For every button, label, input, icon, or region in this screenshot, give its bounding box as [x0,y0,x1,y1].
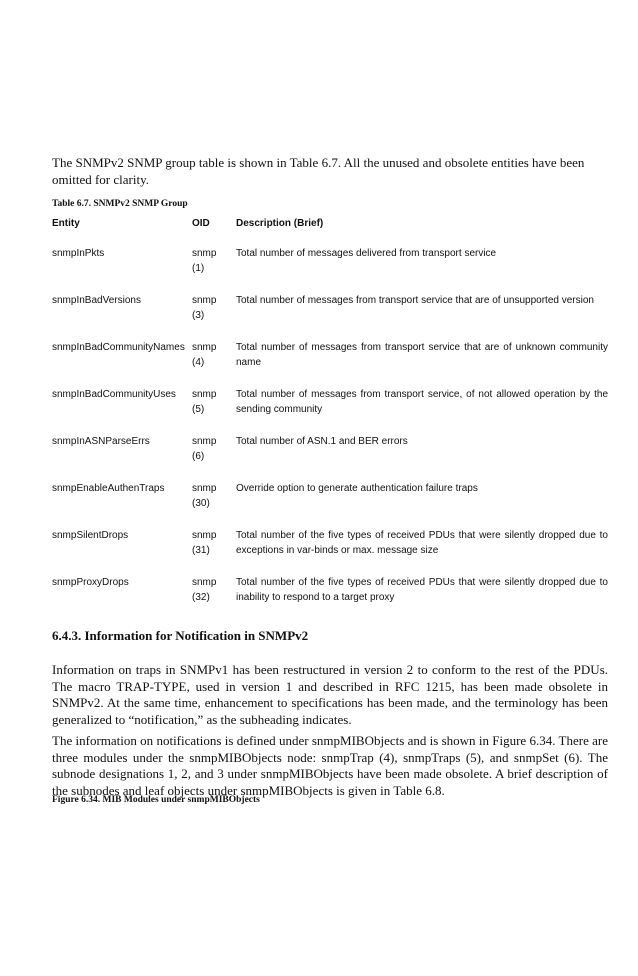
table-caption: Table 6.7. SNMPv2 SNMP Group [52,199,188,209]
oid-number: (31) [192,545,210,556]
oid-cell [192,340,234,370]
header-description: Description (Brief) [236,218,324,229]
oid-number: (6) [192,451,205,462]
description-cell: Override option to generate authentication failure traps [236,483,478,494]
description-cell: Total number of the five types of received PDUs that were silently dropped due to inability to respond to a target proxy [236,577,608,603]
table-row [52,387,612,434]
snmp-group-table [52,216,612,622]
oid-cell [192,575,234,605]
oid-prefix: snmp [192,436,217,447]
description-cell: Total number of messages from transport service that are of unsupported version [236,295,594,306]
oid-number: (3) [192,310,205,321]
table-row [52,434,612,481]
oid-number: (1) [192,263,205,274]
body-paragraph: Information on traps in SNMPv1 has been restructured in version 2 to conform to the rest of the PDUs. The macro TRAP-TYPE, used in version 1 and described in RFC 1215, has been made obsolete in SNMPv2. At the same time, enhancement to specifications has been made, and the terminology has been generalized to “notification,” as the subheading indicates. [52,662,608,727]
table-row [52,246,612,293]
header-entity: Entity [52,218,80,229]
oid-prefix: snmp [192,483,217,494]
description-cell: Total number of messages delivered from transport service [236,248,497,259]
oid-prefix: snmp [192,530,217,541]
table-row [52,293,612,340]
oid-cell [192,293,234,323]
oid-prefix: snmp [192,577,217,588]
oid-prefix: snmp [192,389,217,400]
oid-prefix: snmp [192,342,217,353]
oid-number: (5) [192,404,205,415]
table-row [52,575,612,622]
header-oid: OID [192,218,210,229]
oid-cell [192,434,234,464]
oid-cell [192,481,234,511]
oid-cell [192,528,234,558]
table-row [52,340,612,387]
oid-number: (4) [192,357,205,368]
entity-cell: snmpInBadVersions [52,295,141,306]
oid-number: (32) [192,592,210,603]
oid-number: (30) [192,498,210,509]
description-cell: Total number of messages from transport service that are of unknown community name [236,342,608,368]
entity-cell: snmpInBadCommunityUses [52,389,176,400]
description-cell: Total number of messages from transport service, of not allowed operation by the sending community [236,389,608,415]
entity-cell: snmpSilentDrops [52,530,129,541]
table-row [52,481,612,528]
table-row [52,528,612,575]
section-heading: 6.4.3. Information for Notification in SNMPv2 [52,628,309,643]
entity-cell: snmpInPkts [52,248,105,259]
entity-cell: snmpInASNParseErrs [52,436,150,447]
oid-cell [192,246,234,276]
description-cell: Total number of ASN.1 and BER errors [236,436,408,447]
figure-caption: Figure 6.34. MIB Modules under snmpMIBObjects [52,795,260,805]
intro-paragraph: The SNMPv2 SNMP group table is shown in Table 6.7. All the unused and obsolete entities have been omitted for clarity. [52,155,585,187]
oid-prefix: snmp [192,295,217,306]
entity-cell: snmpEnableAuthenTraps [52,483,165,494]
table-header-row [52,216,612,246]
entity-cell: snmpInBadCommunityNames [52,342,185,353]
body-paragraph: The information on notifications is defined under snmpMIBObjects and is shown in Figure 6.34. There are three modules under the snmpMIBObjects node: snmpTrap (4), snmpTraps (5), and snmpSet (6). The subnode designations 1, 2, and 3 under snmpMIBObjects have been made obsolete. A brief description of the subnodes and leaf objects under snmpMIBObjects is given in Table 6.8. [52,733,608,798]
oid-prefix: snmp [192,248,217,259]
description-cell: Total number of the five types of received PDUs that were silently dropped due to exceptions in var-binds or max. message size [236,530,608,556]
entity-cell: snmpProxyDrops [52,577,129,588]
oid-cell [192,387,234,417]
